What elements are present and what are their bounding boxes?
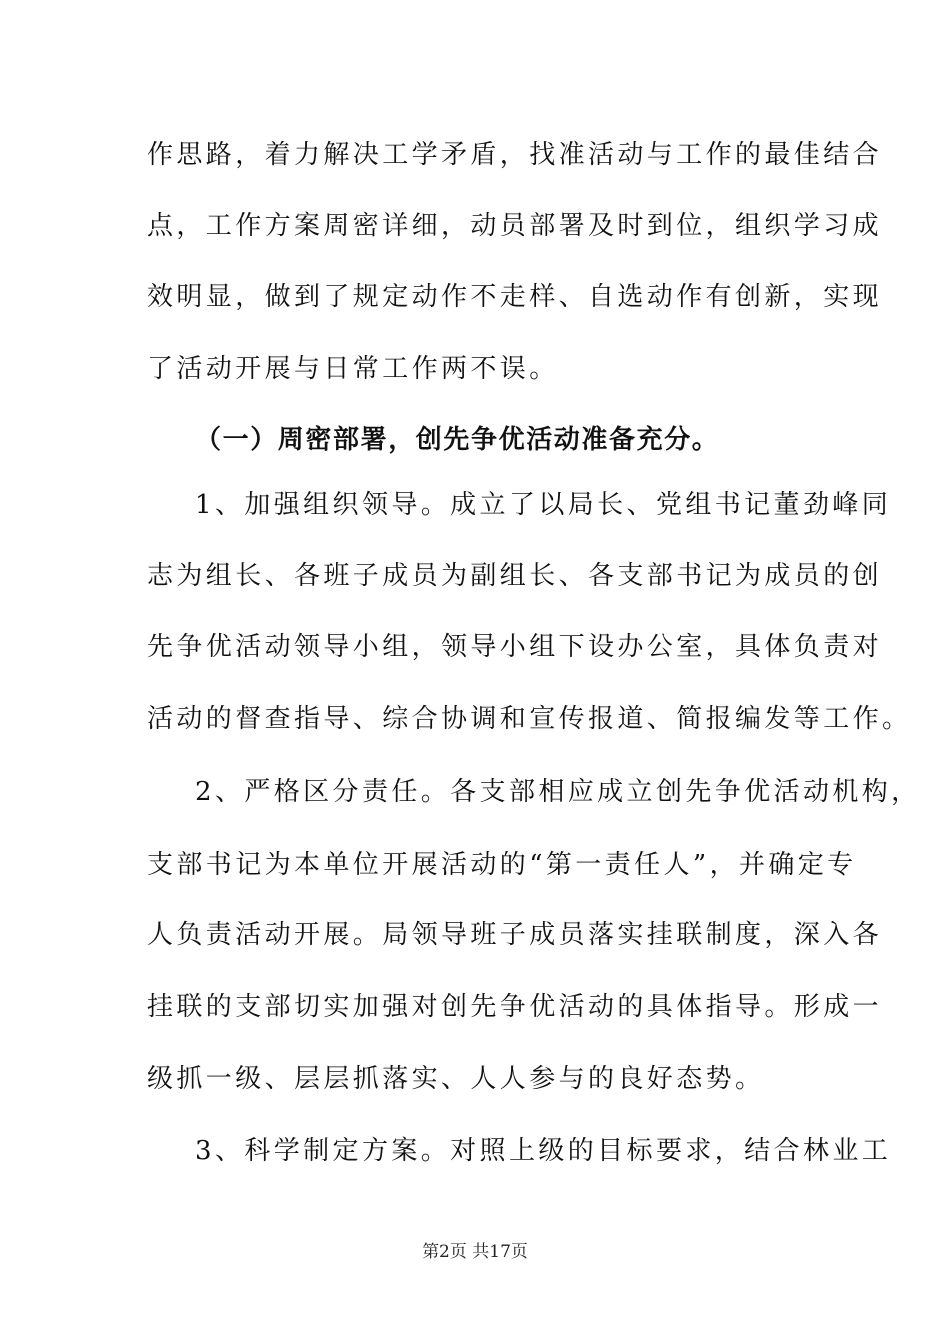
paragraph-2-line-4: 挂联的支部切实加强对创先争优活动的具体指导。形成一 bbox=[147, 992, 883, 1022]
paragraph-2-line-5: 级抓一级、层层抓落实、人人参与的良好态势。 bbox=[147, 1064, 765, 1094]
body-line-2: 点，工作方案周密详细，动员部署及时到位，组织学习成 bbox=[147, 211, 883, 241]
paragraph-2-line-1: 2、严格区分责任。各支部相应成立创先争优活动机构， bbox=[195, 777, 921, 807]
paragraph-3-line-1: 3、科学制定方案。对照上级的目标要求，结合林业工 bbox=[195, 1136, 892, 1166]
section-heading: （一）周密部署，创先争优活动准备充分。 bbox=[195, 425, 720, 455]
paragraph-1-line-1: 1、加强组织领导。成立了以局长、党组书记董劲峰同 bbox=[195, 490, 892, 520]
paragraph-1-line-3: 先争优活动领导小组，领导小组下设办公室，具体负责对 bbox=[147, 632, 883, 662]
body-line-4: 了活动开展与日常工作两不误。 bbox=[147, 354, 559, 384]
page-footer: 第2页 共17页 bbox=[422, 1242, 528, 1262]
body-line-1: 作思路，着力解决工学矛盾，找准活动与工作的最佳结合 bbox=[147, 140, 883, 170]
paragraph-2-line-3: 人负责活动开展。局领导班子成员落实挂联制度，深入各 bbox=[147, 920, 883, 950]
paragraph-1-line-2: 志为组长、各班子成员为副组长、各支部书记为成员的创 bbox=[147, 561, 883, 591]
paragraph-1-line-4: 活动的督查指导、综合协调和宣传报道、简报编发等工作。 bbox=[147, 704, 912, 734]
paragraph-2-line-2: 支部书记为本单位开展活动的“第一责任人”，并确定专 bbox=[147, 850, 857, 880]
body-line-3: 效明显，做到了规定动作不走样、自选动作有创新，实现 bbox=[147, 282, 883, 312]
